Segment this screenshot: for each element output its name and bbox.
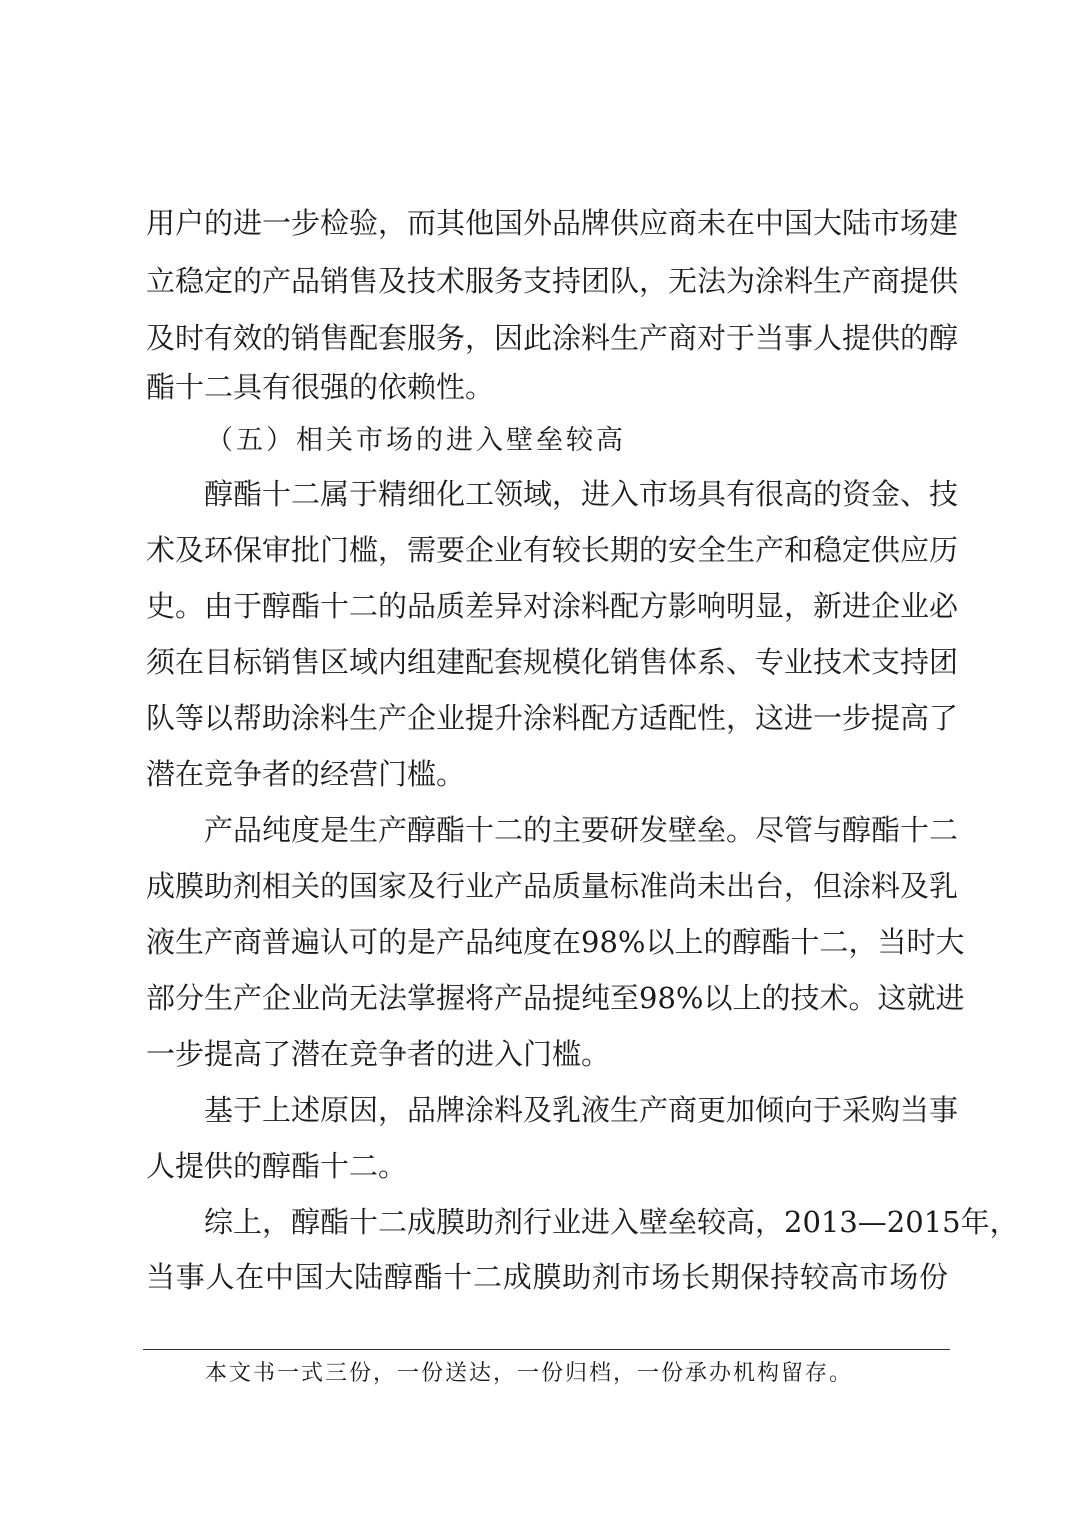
footnote-text: 本文书一式三份，一份送达，一份归档，一份承办机构留存。 <box>205 1361 854 1386</box>
body-line: 部分生产企业尚无法掌握将产品提纯至98%以上的技术。这就进 <box>146 981 965 1015</box>
body-line: 一步提高了潜在竞争者的进入门槛。 <box>146 1037 611 1071</box>
body-line: 史。由于醇酯十二的品质差异对涂料配方影响明显，新进企业必 <box>146 589 959 623</box>
body-line: 醇酯十二属于精细化工领域，进入市场具有很高的资金、技 <box>204 477 959 511</box>
body-line: 综上，醇酯十二成膜助剂行业进入壁垒较高，2013—2015年， <box>204 1205 1019 1239</box>
footnote-divider <box>143 1349 950 1350</box>
body-line: 须在目标销售区域内组建配套规模化销售体系、专业技术支持团 <box>146 645 959 679</box>
body-line: 用户的进一步检验，而其他国外品牌供应商未在中国大陆市场建 <box>146 206 959 240</box>
body-line: 液生产商普遍认可的是产品纯度在98%以上的醇酯十二，当时大 <box>146 925 965 959</box>
body-line: 酯十二具有很强的依赖性。 <box>146 370 495 404</box>
body-line: 术及环保审批门槛，需要企业有较长期的安全生产和稳定供应历 <box>146 533 959 567</box>
body-line: 当事人在中国大陆醇酯十二成膜助剂市场长期保持较高市场份 <box>146 1260 948 1294</box>
body-line: 潜在竞争者的经营门槛。 <box>146 757 466 791</box>
body-line: 立稳定的产品销售及技术服务支持团队，无法为涂料生产商提供 <box>146 264 959 298</box>
body-line: 成膜助剂相关的国家及行业产品质量标准尚未出台，但涂料及乳 <box>146 869 959 903</box>
section-heading: （五）相关市场的进入壁垒较高 <box>206 425 626 456</box>
body-line: 产品纯度是生产醇酯十二的主要研发壁垒。尽管与醇酯十二 <box>204 813 959 847</box>
body-line: 队等以帮助涂料生产企业提升涂料配方适配性，这进一步提高了 <box>146 701 959 735</box>
body-line: 基于上述原因，品牌涂料及乳液生产商更加倾向于采购当事 <box>204 1093 959 1127</box>
body-line: 及时有效的销售配套服务，因此涂料生产商对于当事人提供的醇 <box>146 321 959 355</box>
body-line: 人提供的醇酯十二。 <box>146 1149 408 1183</box>
